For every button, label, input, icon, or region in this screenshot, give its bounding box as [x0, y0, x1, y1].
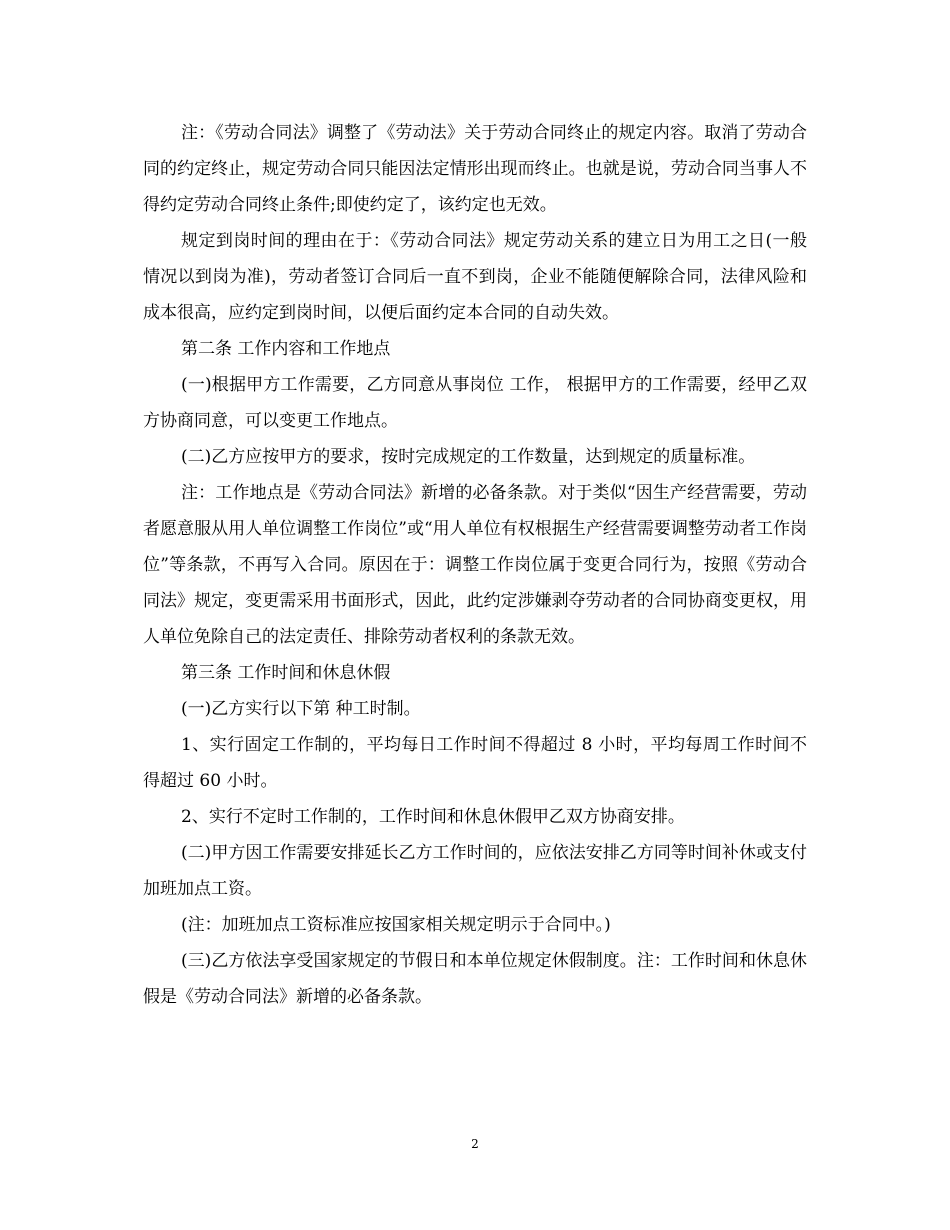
clause-paragraph: (二)乙方应按甲方的要求，按时完成规定的工作数量，达到规定的质量标准。	[181, 447, 756, 467]
note-paragraph: 注：《劳动合同法》调整了《劳动法》关于劳动合同终止的规定内容。取消了劳动合同的约定终止，规定劳动合同只能因法定情形出现而终止。也就是说，劳动合同当事人不得约定劳动合同终止条件;即使约定了，该约定也无效。	[143, 123, 807, 215]
article-heading: 第三条 工作时间和休息休假	[181, 663, 391, 683]
clause-paragraph: (三)乙方依法享受国家规定的节假日和本单位规定休假制度。注：工作时间和休息休假是《劳动合同法》新增的必备条款。	[143, 951, 807, 1007]
article-heading: 第二条 工作内容和工作地点	[181, 339, 391, 359]
clause-paragraph: (一)乙方实行以下第 种工时制。	[181, 699, 421, 719]
clause-item: 1、实行固定工作制的，平均每日工作时间不得超过 8 小时，平均每周工作时间不得超过 60 小时。	[143, 735, 807, 791]
document-body	[143, 115, 807, 1015]
note-paragraph: (注：加班加点工资标准应按国家相关规定明示于合同中。)	[181, 915, 611, 935]
clause-paragraph: (二)甲方因工作需要安排延长乙方工作时间的，应依法安排乙方同等时间补休或支付加班加点工资。	[143, 843, 807, 899]
note-paragraph: 注：工作地点是《劳动合同法》新增的必备条款。对于类似“因生产经营需要，劳动者愿意服从用人单位调整工作岗位”或“用人单位有权根据生产经营需要调整劳动者工作岗位”等条款，不再写入合同。原因在于：调整工作岗位属于变更合同行为，按照《劳动合同法》规定，变更需采用书面形式，因此，此约定涉嫌剥夺劳动者的合同协商变更权，用人单位免除自己的法定责任、排除劳动者权利的条款无效。	[143, 483, 807, 647]
body-paragraph: 规定到岗时间的理由在于：《劳动合同法》规定劳动关系的建立日为用工之日(一般情况以到岗为准)，劳动者签订合同后一直不到岗，企业不能随便解除合同，法律风险和成本很高，应约定到岗时间，以便后面约定本合同的自动失效。	[143, 231, 807, 323]
clause-item: 2、实行不定时工作制的，工作时间和休息休假甲乙双方协商安排。	[181, 807, 685, 827]
clause-paragraph: (一)根据甲方工作需要，乙方同意从事岗位 工作， 根据甲方的工作需要，经甲乙双方协商同意，可以变更工作地点。	[143, 375, 807, 431]
page-number: 2	[471, 1137, 479, 1151]
